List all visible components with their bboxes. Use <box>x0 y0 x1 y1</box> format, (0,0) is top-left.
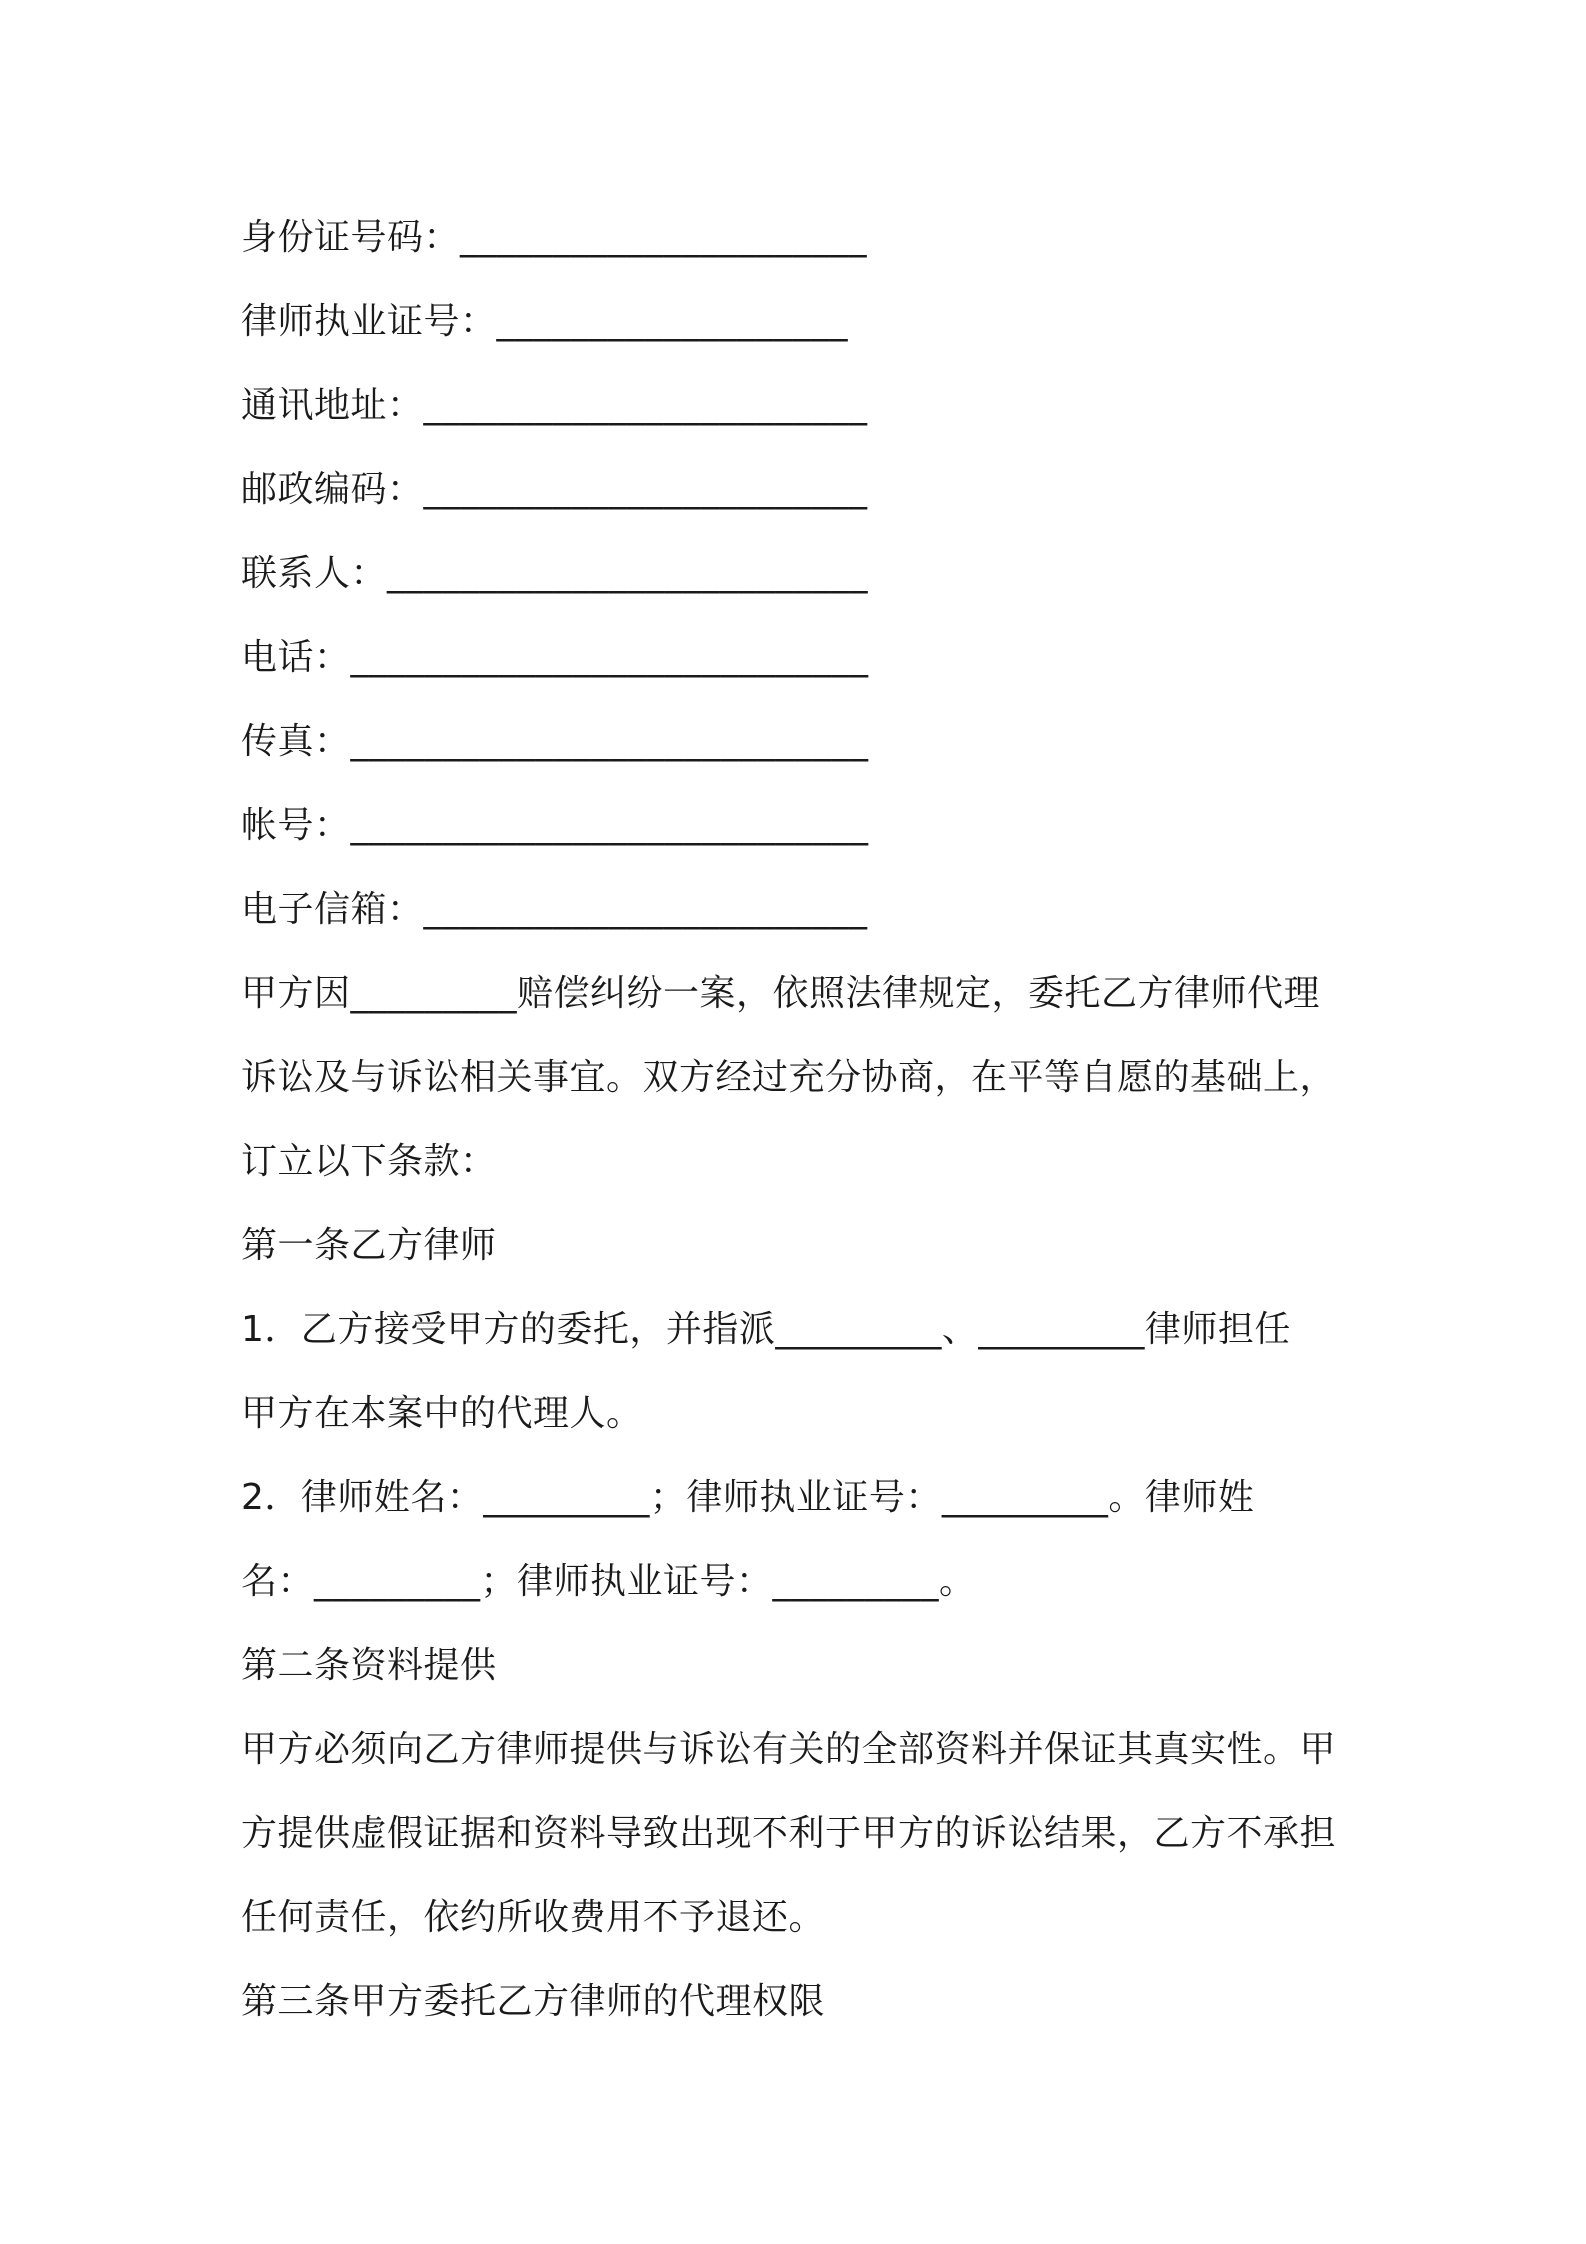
article-2-text-line-1: 甲方必须向乙方律师提供与诉讼有关的全部资料并保证其真实性。甲 <box>241 1729 1337 1770</box>
paragraph-intro-line-3: 订立以下条款： <box>241 1141 497 1182</box>
article-1-heading: 第一条乙方律师 <box>241 1225 497 1266</box>
account-field: 帐号：____________________________ <box>241 805 869 846</box>
article-1-item-2-line-1: 2．律师姓名：_________；律师执业证号：_________。律师姓 <box>241 1477 1255 1518</box>
article-1-item-1-line-2: 甲方在本案中的代理人。 <box>241 1393 643 1434</box>
article-2-heading: 第二条资料提供 <box>241 1645 497 1686</box>
postal-code-field: 邮政编码：________________________ <box>241 469 868 510</box>
contact-person-field: 联系人：__________________________ <box>241 553 869 594</box>
article-1-item-2-line-2: 名：_________；律师执业证号：_________。 <box>241 1561 976 1602</box>
phone-field: 电话：____________________________ <box>241 637 869 678</box>
article-1-item-1-line-1: 1．乙方接受甲方的委托，并指派_________、_________律师担任 <box>241 1309 1291 1350</box>
address-field: 通讯地址：________________________ <box>241 385 868 426</box>
paragraph-intro-line-1: 甲方因_________赔偿纠纷一案，依照法律规定，委托乙方律师代理 <box>241 973 1321 1014</box>
id-number-field: 身份证号码：______________________ <box>241 217 868 258</box>
lawyer-license-field: 律师执业证号：___________________ <box>241 301 849 342</box>
article-2-text-line-2: 方提供虚假证据和资料导致出现不利于甲方的诉讼结果，乙方不承担 <box>241 1813 1337 1854</box>
document-body <box>241 196 1357 2044</box>
article-3-heading: 第三条甲方委托乙方律师的代理权限 <box>241 1981 826 2022</box>
paragraph-intro-line-2: 诉讼及与诉讼相关事宜。双方经过充分协商，在平等自愿的基础上， <box>241 1057 1337 1098</box>
fax-field: 传真：____________________________ <box>241 721 869 762</box>
email-field: 电子信箱：________________________ <box>241 889 868 930</box>
article-2-text-line-3: 任何责任，依约所收费用不予退还。 <box>241 1897 826 1938</box>
